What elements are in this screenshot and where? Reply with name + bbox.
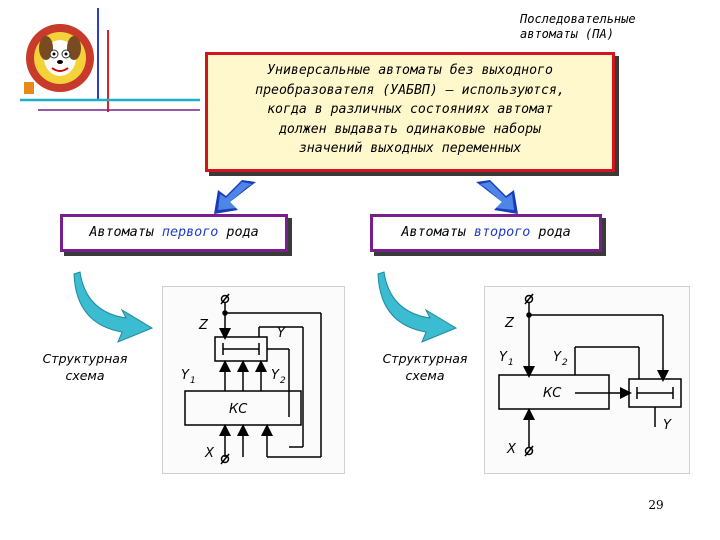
definition-line: должен выдавать одинаковые наборы <box>278 121 541 137</box>
definition-box <box>205 52 615 172</box>
structure-label-line1: Структурная <box>382 351 468 366</box>
section-title-line1: Последовательные <box>520 12 636 26</box>
label-y2: Y <box>271 368 279 383</box>
label-y2-sub: 2 <box>562 358 568 368</box>
label-z: Z <box>199 318 208 333</box>
label-y1: Y <box>499 350 507 365</box>
diagram-second-kind <box>484 286 690 474</box>
curved-arrow-icon <box>72 268 162 348</box>
label-y: Y <box>277 326 285 341</box>
label-y1: Y <box>181 368 189 383</box>
logo-area <box>0 0 200 120</box>
label-y: Y <box>663 418 671 433</box>
definition-line: значений выходных переменных <box>298 141 522 156</box>
kind-accent: второго <box>473 225 531 240</box>
block-label: КС <box>543 386 562 401</box>
arrow-down-right-icon <box>470 180 520 216</box>
page-number: 29 <box>648 498 664 512</box>
label-x: X <box>205 446 214 461</box>
section-title <box>520 12 710 42</box>
label-y2-sub: 2 <box>280 376 286 386</box>
definition-line: преобразователя (УАБВП) – используются, <box>255 82 565 98</box>
cartoon-dog-logo <box>24 24 94 94</box>
definition-line: когда в различных состояниях автомат <box>267 102 553 117</box>
definition-line: Универсальные автоматы без выходного <box>267 63 553 78</box>
second-kind-box <box>370 214 602 252</box>
structure-label-line2: схема <box>65 368 105 383</box>
block-label: КС <box>229 402 248 417</box>
label-y1-sub: 1 <box>508 358 514 368</box>
schematic-second-kind <box>485 287 691 475</box>
arrow-down-left-icon <box>212 180 262 216</box>
label-y2: Y <box>553 350 561 365</box>
kind-suffix: рода <box>218 225 259 240</box>
schematic-first-kind <box>163 287 346 475</box>
structure-label-line1: Структурная <box>42 351 128 366</box>
label-x: X <box>507 442 516 457</box>
kind-suffix: рода <box>530 225 571 240</box>
kind-prefix: Автоматы <box>401 225 474 240</box>
kind-prefix: Автоматы <box>89 225 162 240</box>
structure-label <box>370 350 480 384</box>
label-z: Z <box>505 316 514 331</box>
curved-arrow-icon <box>376 268 466 348</box>
kind-accent: первого <box>161 225 219 240</box>
section-title-line2: автоматы (ПА) <box>520 27 614 41</box>
first-kind-box <box>60 214 288 252</box>
label-y1-sub: 1 <box>190 376 196 386</box>
structure-label <box>30 350 140 384</box>
diagram-first-kind <box>162 286 345 474</box>
structure-label-line2: схема <box>405 368 445 383</box>
